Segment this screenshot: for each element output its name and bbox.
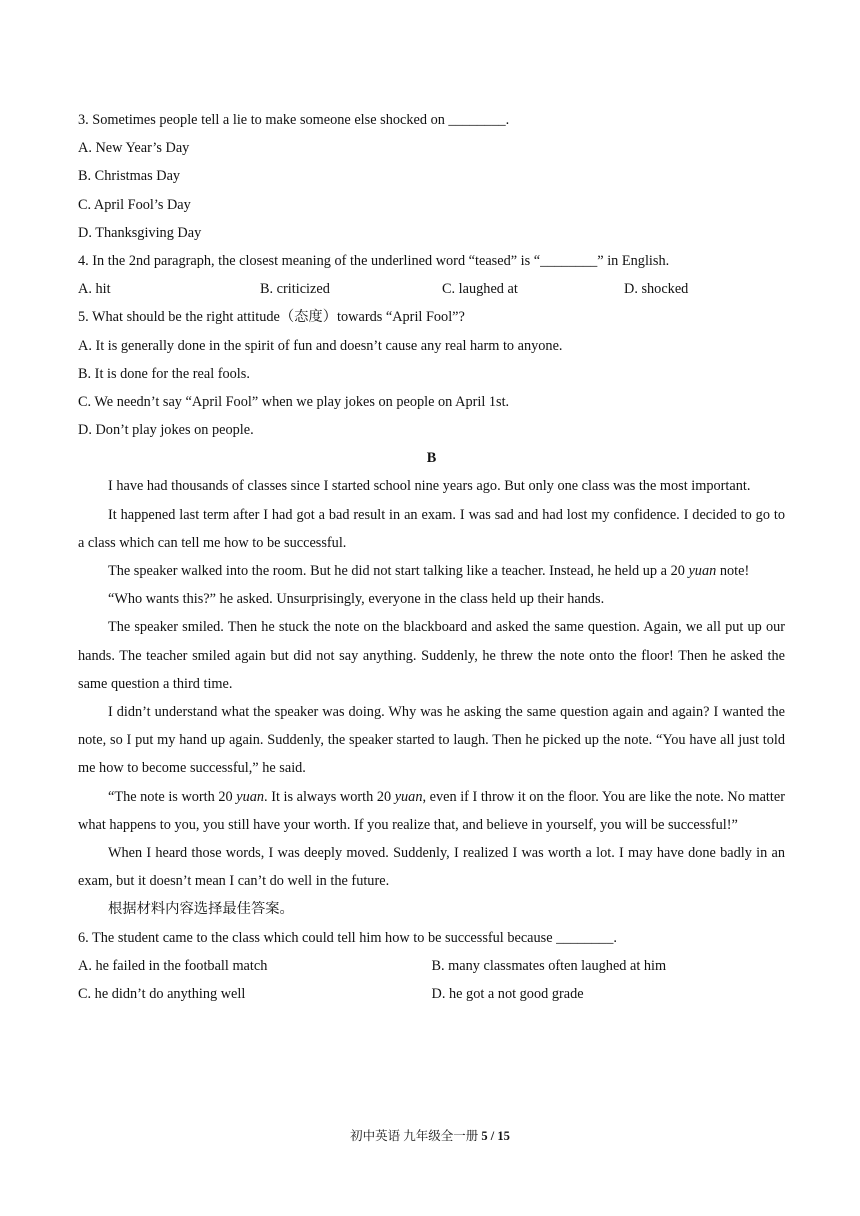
- question-4-option-d: D. shocked: [624, 281, 689, 298]
- question-4-option-b: B. criticized: [260, 281, 330, 298]
- question-3-option-a: A. New Year’s Day: [78, 140, 190, 157]
- question-4-stem: 4. In the 2nd paragraph, the closest meaning of the underlined word “teased” is “________” in English.: [78, 252, 670, 269]
- footer-page-number: 5: [481, 1129, 488, 1143]
- question-6-option-a: A. he failed in the football match: [78, 957, 268, 974]
- question-3-option-c: C. April Fool’s Day: [78, 196, 191, 213]
- passage-italic-yuan: yuan: [236, 788, 265, 805]
- page-content: [78, 106, 785, 1008]
- question-5-option-a: A. It is generally done in the spirit of fun and doesn’t cause any real harm to anyone.: [78, 337, 563, 354]
- question-6-options-row-2: [78, 980, 785, 1008]
- footer-separator: /: [487, 1129, 498, 1143]
- footer-label: 初中英语 九年级全一册: [350, 1129, 482, 1143]
- passage-paragraph-7: [78, 783, 785, 839]
- passage-paragraph-6: I didn’t understand what the speaker was doing. Why was he asking the same question again and again? I wanted the note, so I put my hand up again. Suddenly, the speaker started to laugh. Then he picked up the note. “You have all just told me how to become successful,” he said.: [78, 704, 785, 777]
- passage-italic-yuan: yuan: [394, 788, 423, 805]
- passage-text: . It is always worth 20: [264, 788, 395, 805]
- question-5-option-c: C. We needn’t say “April Fool” when we play jokes on people on April 1st.: [78, 393, 510, 410]
- passage-paragraph-3: [78, 557, 785, 585]
- passage-paragraph-2: It happened last term after I had got a bad result in an exam. I was sad and had lost my confidence. I decided to go to a class which can tell me how to be successful.: [78, 506, 785, 551]
- question-3-option-d: D. Thanksgiving Day: [78, 224, 202, 241]
- passage-paragraph-1: I have had thousands of classes since I started school nine years ago. But only one class was the most important.: [108, 478, 751, 495]
- section-b-title: B: [426, 450, 437, 467]
- passage-paragraph-8: When I heard those words, I was deeply moved. Suddenly, I realized I was worth a lot. I may have done badly in an exam, but it doesn’t mean I can’t do well in the future.: [78, 845, 785, 890]
- question-5-stem: 5. What should be the right attitude（态度）towards “April Fool”?: [78, 309, 465, 326]
- passage-text: The speaker walked into the room. But he did not start talking like a teacher. Instead, he held up a 20: [108, 563, 689, 580]
- question-3-option-b: B. Christmas Day: [78, 168, 181, 185]
- question-5-option-d: D. Don’t play jokes on people.: [78, 422, 254, 439]
- question-6-options-row-1: [78, 952, 785, 980]
- question-5-option-b: B. It is done for the real fools.: [78, 365, 250, 382]
- passage-text: , even if I throw it on the floor. You are like the note. No matter what happens to you, you still have your worth. If you realize that, and believe in yourself, you will be successful!”: [78, 788, 785, 833]
- question-4-option-c: C. laughed at: [442, 281, 518, 298]
- question-4-options: [78, 275, 785, 303]
- passage-text: note!: [716, 563, 750, 580]
- question-3-stem: 3. Sometimes people tell a lie to make someone else shocked on ________.: [78, 112, 510, 128]
- question-6-option-b: B. many classmates often laughed at him: [431, 957, 667, 974]
- question-4-option-a: A. hit: [78, 281, 111, 298]
- question-6-stem: 6. The student came to the class which could tell him how to be successful because ________.: [78, 929, 617, 946]
- question-6-option-d: D. he got a not good grade: [431, 986, 584, 1003]
- page-footer: [0, 1126, 860, 1146]
- section-b-instruction: 根据材料内容选择最佳答案。: [108, 901, 294, 918]
- passage-italic-yuan: yuan: [688, 563, 717, 580]
- question-6-option-c: C. he didn’t do anything well: [78, 986, 246, 1003]
- passage-paragraph-4: “Who wants this?” he asked. Unsurprisingly, everyone in the class held up their hands.: [108, 591, 605, 608]
- passage-paragraph-5: The speaker smiled. Then he stuck the note on the blackboard and asked the same question. Again, we all put up our hands. The teacher smiled again but did not say anything. Suddenly, he threw the note onto the floor! Then he asked the same question a third time.: [78, 619, 785, 692]
- footer-page-total: 15: [497, 1129, 510, 1143]
- passage-text: “The note is worth 20: [108, 788, 237, 805]
